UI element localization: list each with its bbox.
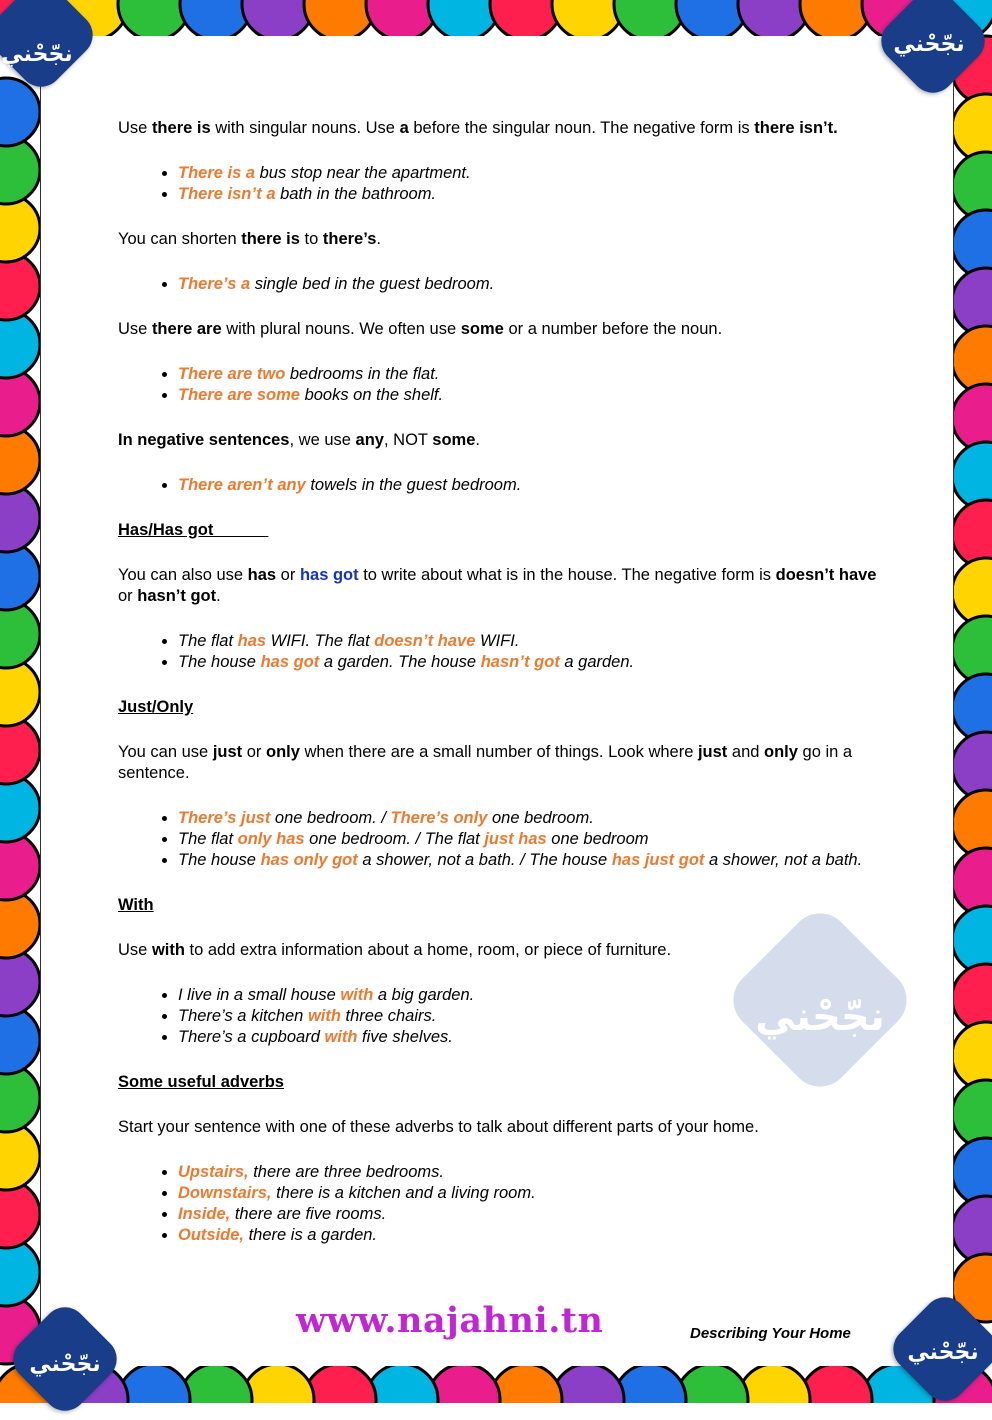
text-run: Start your sentence with one of these adverbs to talk about different parts of your home. <box>118 1118 759 1136</box>
text-run: There’s a cupboard <box>178 1028 325 1046</box>
text-run: three chairs. <box>340 1007 437 1025</box>
example-item <box>178 652 878 673</box>
example-item <box>178 850 878 871</box>
logo-text: نجّحْني <box>1 42 73 67</box>
text-run: go in a sentence. <box>118 743 853 782</box>
bold-term: some <box>432 431 476 449</box>
paragraph <box>118 1117 878 1138</box>
example-item <box>178 1204 878 1225</box>
text-run: one bedroom. <box>487 809 594 827</box>
text-run: or a number before the noun. <box>503 320 723 338</box>
highlighted-phrase: with <box>340 986 374 1004</box>
example-item <box>178 631 878 652</box>
logo-text: نجّحْني <box>893 32 965 57</box>
text-run: to add extra information about a home, room, or piece of furniture. <box>184 941 672 959</box>
highlighted-phrase: Inside, <box>178 1205 231 1223</box>
text-run: a garden. <box>559 653 635 671</box>
text-run: , we use <box>289 431 356 449</box>
bold-term: any <box>355 431 384 449</box>
bold-term: there isn’t. <box>754 119 838 137</box>
example-list <box>118 808 878 871</box>
example-item <box>178 829 878 850</box>
highlighted-phrase: has got <box>260 653 320 671</box>
text-run: one bedroom <box>546 830 649 848</box>
highlighted-phrase: has <box>237 632 267 650</box>
paragraph <box>118 430 878 451</box>
text-run: a shower, not a bath. / The house <box>357 851 612 869</box>
bold-term: just <box>697 743 728 761</box>
text-run: bedrooms in the flat. <box>285 365 440 383</box>
example-list <box>118 1162 878 1246</box>
paragraph <box>118 229 878 250</box>
text-run: . <box>376 230 381 248</box>
text-run: before the singular noun. The negative form is <box>408 119 755 137</box>
paragraph <box>118 118 878 139</box>
text-run: You can also use <box>118 566 248 584</box>
highlighted-phrase: with <box>324 1028 358 1046</box>
bold-term: has got <box>299 566 359 584</box>
text-run: to write about what is in the house. The negative form is <box>358 566 776 584</box>
example-item <box>178 385 878 406</box>
example-list <box>118 163 878 205</box>
highlighted-phrase: There’s just <box>178 809 271 827</box>
example-item <box>178 985 878 1006</box>
text-run: The flat <box>178 830 238 848</box>
text-run: with plural nouns. We often use <box>221 320 461 338</box>
text-run: Use <box>118 941 152 959</box>
text-run: You can use <box>118 743 213 761</box>
highlighted-phrase: has just got <box>611 851 705 869</box>
bold-term: just <box>212 743 243 761</box>
text-run: or <box>276 566 300 584</box>
example-item <box>178 184 878 205</box>
highlighted-phrase: Outside, <box>178 1226 245 1244</box>
text-run: a garden. The house <box>319 653 481 671</box>
highlighted-phrase: has only got <box>260 851 358 869</box>
highlighted-phrase: There aren’t any <box>178 476 306 494</box>
paragraph <box>118 565 878 607</box>
text-run: , NOT <box>383 431 433 449</box>
example-item <box>178 1225 878 1246</box>
section-heading: With <box>118 896 154 914</box>
example-item <box>178 1027 878 1048</box>
logo-text: نجّحْني <box>29 1352 101 1377</box>
logo-text: نجّحْني <box>907 1340 979 1365</box>
bold-term: there is <box>241 230 300 248</box>
text-run: books on the shelf. <box>299 386 444 404</box>
highlighted-phrase: There are two <box>178 365 286 383</box>
text-run: five shelves. <box>357 1028 453 1046</box>
text-run: You can shorten <box>118 230 242 248</box>
text-run: or <box>118 587 138 605</box>
example-list <box>118 985 878 1048</box>
grammar-content <box>118 118 878 1270</box>
example-list <box>118 364 878 406</box>
bold-term: some <box>460 320 504 338</box>
bold-term: has <box>247 566 277 584</box>
bold-term: In negative sentences <box>118 431 290 449</box>
bold-term: there are <box>151 320 222 338</box>
bold-term: doesn’t have <box>775 566 877 584</box>
section-heading: Just/Only <box>118 698 194 716</box>
text-run: The house <box>178 851 261 869</box>
highlighted-phrase: There is a <box>178 164 256 182</box>
document-title: Describing Your Home <box>690 1325 851 1342</box>
text-run: I live in a small house <box>178 986 341 1004</box>
example-item <box>178 274 878 295</box>
text-run: with singular nouns. Use <box>210 119 400 137</box>
paragraph <box>118 940 878 961</box>
text-run: . <box>475 431 480 449</box>
bold-term: hasn’t got <box>137 587 217 605</box>
text-run: WIFI. The flat <box>266 632 375 650</box>
section-heading: Has/Has got <box>118 521 269 539</box>
highlighted-phrase: There’s only <box>390 809 488 827</box>
highlighted-phrase: Downstairs, <box>178 1184 272 1202</box>
example-item <box>178 1183 878 1204</box>
paragraph <box>118 319 878 340</box>
text-run: towels in the guest bedroom. <box>305 476 522 494</box>
highlighted-phrase: There isn’t a <box>178 185 276 203</box>
text-run: bus stop near the apartment. <box>255 164 471 182</box>
text-run: Use <box>118 119 152 137</box>
example-item <box>178 1006 878 1027</box>
example-item <box>178 163 878 184</box>
bold-term: a <box>399 119 409 137</box>
text-run: to <box>299 230 323 248</box>
highlighted-phrase: only has <box>237 830 305 848</box>
text-run: bath in the bathroom. <box>275 185 437 203</box>
svg-text:نجّحْني: نجّحْني <box>755 994 885 1040</box>
example-item <box>178 364 878 385</box>
text-run: one bedroom. / <box>270 809 391 827</box>
paragraph <box>118 742 878 784</box>
highlighted-phrase: with <box>307 1007 341 1025</box>
border-scallop <box>0 78 40 146</box>
highlighted-phrase: There’s a <box>178 275 251 293</box>
example-item <box>178 1162 878 1183</box>
example-item <box>178 808 878 829</box>
bold-term: only <box>764 743 798 761</box>
bold-term: there’s <box>322 230 377 248</box>
text-run: single bed in the guest bedroom. <box>250 275 495 293</box>
bold-term: with <box>151 941 185 959</box>
text-run: Use <box>118 320 152 338</box>
text-run: there is a kitchen and a living room. <box>271 1184 536 1202</box>
highlighted-phrase: hasn’t got <box>480 653 560 671</box>
text-run: The house <box>178 653 261 671</box>
text-run: WIFI. <box>475 632 520 650</box>
text-run: . <box>216 587 221 605</box>
example-item <box>178 475 878 496</box>
text-run: There’s a kitchen <box>178 1007 308 1025</box>
highlighted-phrase: There are some <box>178 386 300 404</box>
text-run: there are five rooms. <box>230 1205 387 1223</box>
text-run: one bedroom. / The flat <box>304 830 485 848</box>
example-list <box>118 274 878 295</box>
text-run: there are three bedrooms. <box>248 1163 444 1181</box>
highlighted-phrase: just has <box>484 830 547 848</box>
website-url[interactable]: www.najahni.tn <box>296 1300 604 1341</box>
text-run: there is a garden. <box>244 1226 378 1244</box>
bold-term: there is <box>151 119 211 137</box>
highlighted-phrase: Upstairs, <box>178 1163 249 1181</box>
text-run: a shower, not a bath. <box>704 851 863 869</box>
text-run: or <box>242 743 266 761</box>
text-run: a big garden. <box>373 986 475 1004</box>
bold-term: only <box>266 743 300 761</box>
section-heading: Some useful adverbs <box>118 1073 284 1091</box>
text-run: The flat <box>178 632 238 650</box>
text-run: and <box>727 743 765 761</box>
highlighted-phrase: doesn’t have <box>374 632 476 650</box>
example-list <box>118 475 878 496</box>
text-run: when there are a small number of things. Look where <box>299 743 698 761</box>
example-list <box>118 631 878 673</box>
